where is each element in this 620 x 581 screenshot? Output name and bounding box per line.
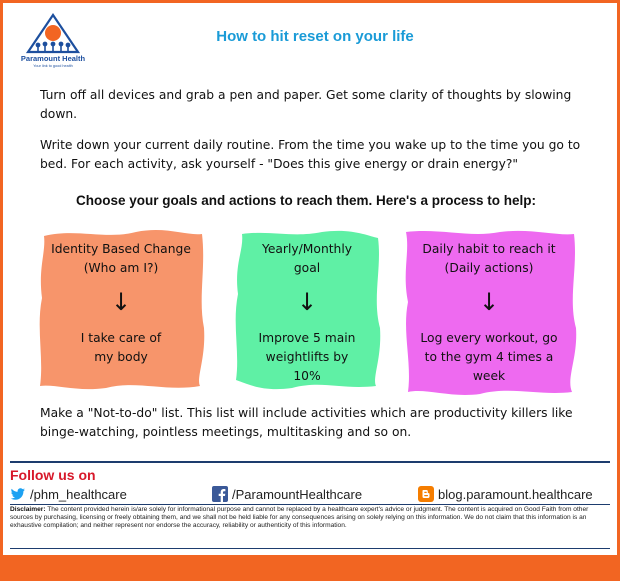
step-bottom-line1: Improve 5 main bbox=[258, 331, 356, 345]
paragraph-routine: Write down your current daily routine. From the time you wake up to the time you go to bed. For each activity, ask yourself - "Does this give energy or drain energy?" bbox=[40, 138, 581, 171]
step-top-line1: Daily habit to reach it bbox=[422, 242, 556, 256]
step-card-identity bbox=[36, 228, 206, 390]
page-title: How to hit reset on your life bbox=[216, 28, 414, 45]
facebook-icon bbox=[212, 486, 228, 502]
disclaimer bbox=[10, 506, 610, 530]
step-bottom-line2: weightlifts by bbox=[265, 350, 349, 364]
twitter-handle: /phm_healthcare bbox=[30, 486, 127, 502]
bottom-accent-bar bbox=[0, 555, 620, 581]
twitter-link[interactable] bbox=[10, 486, 127, 502]
step-bottom-line1: Log every workout, go bbox=[420, 331, 558, 345]
step-bottom-line3: 10% bbox=[293, 369, 321, 383]
step-top-line1: Yearly/Monthly bbox=[261, 242, 353, 256]
footer-divider bbox=[10, 461, 610, 463]
twitter-icon bbox=[10, 486, 26, 502]
facebook-handle: /ParamountHealthcare bbox=[232, 486, 363, 502]
disclaimer-bottom-divider bbox=[10, 548, 610, 549]
disclaimer-divider bbox=[10, 504, 610, 505]
follow-us-label: Follow us on bbox=[10, 467, 96, 483]
disclaimer-text: The content provided herein is/are solely for informational purpose and cannot be replaced by a healthcare expert's advice or judgment. The content is acquired on Good Faith from other sources by purchasing, licensing or freely obtaining them, and we shall not be held liable for any consequences arising on solely relying on this information. We do not claim that this information is an exhaustive compilation; and neither represent nor endorse the accuracy, reliability or authenticity of this information. bbox=[10, 506, 589, 529]
paragraph-devices: Turn off all devices and grab a pen and paper. Get some clarity of thoughts by slowing down. bbox=[40, 88, 572, 121]
step-top-line2: (Who am I?) bbox=[83, 261, 159, 275]
disclaimer-label: Disclaimer: bbox=[10, 506, 46, 513]
blog-link[interactable] bbox=[418, 486, 593, 502]
paragraph-not-to-do: Make a "Not-to-do" list. This list will include activities which are productivity killers like binge-watching, pointless meetings, multitasking and so on. bbox=[40, 406, 573, 439]
goals-subheading: Choose your goals and actions to reach them. Here's a process to help: bbox=[75, 193, 537, 208]
blog-url: blog.paramount.healthcare bbox=[438, 486, 593, 502]
blogger-icon bbox=[418, 486, 434, 502]
down-arrow-icon: ↓ bbox=[296, 288, 318, 316]
logo-tagline: Your link to good health bbox=[33, 64, 73, 68]
step-bottom-line2: to the gym 4 times a bbox=[424, 350, 554, 364]
step-top-line1: Identity Based Change bbox=[51, 242, 191, 256]
step-bottom-line2: my body bbox=[94, 350, 148, 364]
step-bottom-line3: week bbox=[472, 369, 506, 383]
facebook-link[interactable] bbox=[212, 486, 362, 502]
step-top-line2: (Daily actions) bbox=[444, 261, 534, 275]
step-top-line2: goal bbox=[293, 261, 321, 275]
down-arrow-icon: ↓ bbox=[478, 288, 500, 316]
logo-name: Paramount Health bbox=[20, 54, 86, 63]
step-bottom-line1: I take care of bbox=[80, 331, 162, 345]
step-card-daily bbox=[400, 228, 578, 396]
down-arrow-icon: ↓ bbox=[110, 288, 132, 316]
step-card-goal bbox=[232, 228, 382, 390]
